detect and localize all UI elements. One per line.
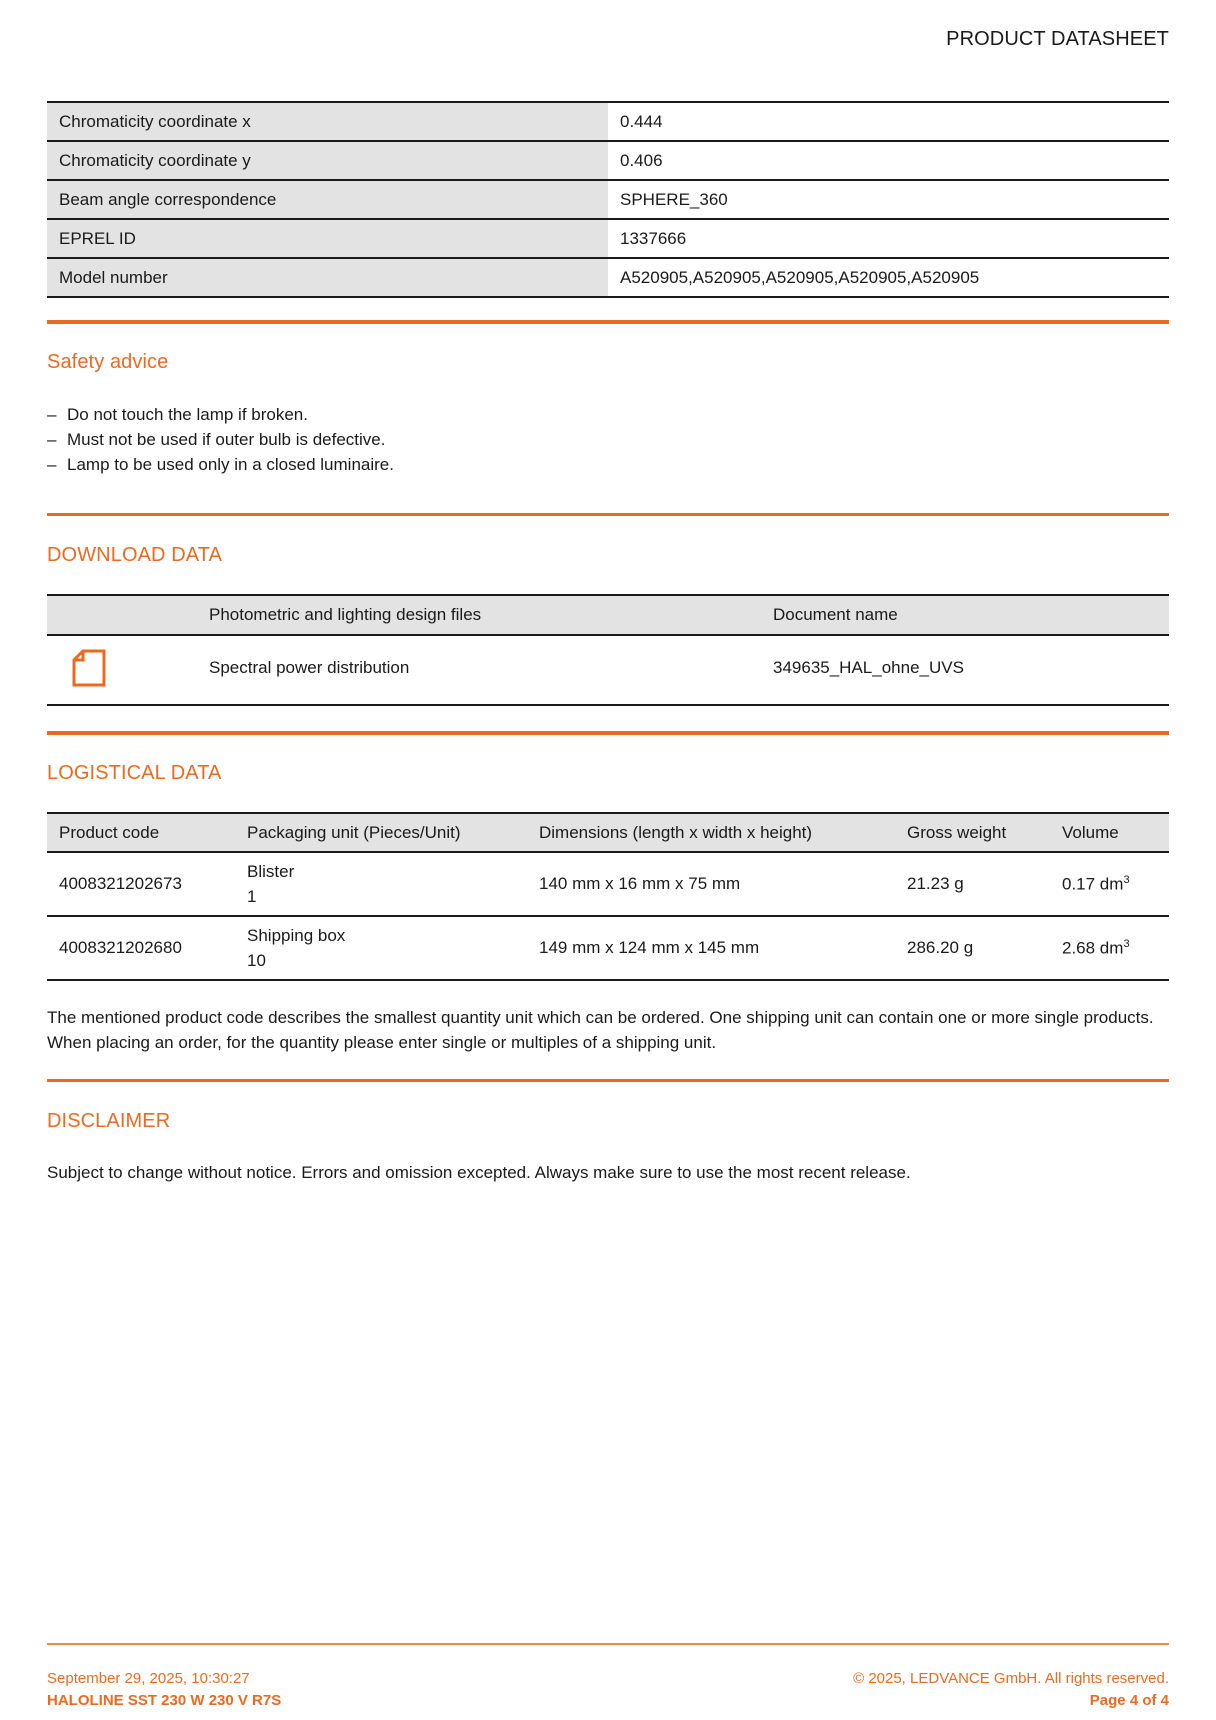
dimensions: 149 mm x 124 mm x 145 mm	[527, 916, 895, 980]
footer-divider	[47, 1643, 1169, 1645]
footer-left	[47, 1668, 281, 1712]
safety-advice-title: Safety advice	[47, 351, 169, 373]
packaging-unit: Shipping box 10	[235, 916, 527, 980]
spec-value: A520905,A520905,A520905,A520905,A520905	[608, 258, 1169, 297]
volume: 0.17 $dm^3$	[1050, 852, 1169, 916]
column-header: Volume	[1050, 813, 1169, 852]
page-header-title: PRODUCT DATASHEET	[946, 28, 1169, 50]
spec-value: 0.406	[608, 141, 1169, 180]
file-type-label: Spectral power distribution	[209, 658, 410, 677]
download-data-title: DOWNLOAD DATA	[47, 544, 223, 566]
logistics-note: The mentioned product code describes the smallest quantity unit which can be ordered. One shipping unit can contain one or more single products. When placing an order, for the quantity please enter single or multiples of a shipping unit.	[47, 1008, 1154, 1052]
spec-label: EPREL ID	[47, 219, 608, 258]
table-row	[47, 141, 1169, 180]
footer-page-number: Page 4 of 4	[1089, 1692, 1169, 1709]
datasheet-page	[47, 0, 1169, 1720]
section-divider	[47, 320, 1169, 324]
table-row	[47, 852, 1169, 916]
gross-weight: 286.20 g	[895, 916, 1050, 980]
column-header: Product code	[47, 813, 235, 852]
list-item: – Lamp to be used only in a closed luminaire.	[47, 455, 394, 474]
table-row[interactable]	[47, 634, 1169, 706]
table-row	[47, 180, 1169, 219]
download-table-header	[47, 594, 1169, 636]
logistics-table	[47, 812, 1169, 981]
spec-label: Chromaticity coordinate y	[47, 141, 608, 180]
spec-label: Chromaticity coordinate x	[47, 102, 608, 141]
column-header-document-name: Document name	[773, 605, 898, 624]
gross-weight: 21.23 g	[895, 852, 1050, 916]
spec-label: Beam angle correspondence	[47, 180, 608, 219]
spec-value: 0.444	[608, 102, 1169, 141]
section-divider	[47, 513, 1169, 516]
column-header: Packaging unit (Pieces/Unit)	[235, 813, 527, 852]
logistical-data-title: LOGISTICAL DATA	[47, 762, 222, 784]
footer-right	[853, 1668, 1169, 1712]
column-header: Gross weight	[895, 813, 1050, 852]
list-item: – Do not touch the lamp if broken.	[47, 405, 308, 424]
document-name-link[interactable]: 349635_HAL_ohne_UVS	[773, 658, 964, 677]
disclaimer-title: DISCLAIMER	[47, 1110, 171, 1132]
list-item: – Must not be used if outer bulb is defective.	[47, 430, 386, 449]
packaging-unit: Blister 1	[235, 852, 527, 916]
dimensions: 140 mm x 16 mm x 75 mm	[527, 852, 895, 916]
table-row	[47, 916, 1169, 980]
table-row	[47, 102, 1169, 141]
spec-value: 1337666	[608, 219, 1169, 258]
footer-date: September 29, 2025, 10:30:27	[47, 1670, 250, 1687]
spec-value: SPHERE_360	[608, 180, 1169, 219]
section-divider	[47, 731, 1169, 735]
disclaimer-text: Subject to change without notice. Errors and omission excepted. Always make sure to use the most recent release.	[47, 1163, 911, 1182]
product-code: 4008321202673	[47, 852, 235, 916]
product-code: 4008321202680	[47, 916, 235, 980]
footer-copyright: © 2025, LEDVANCE GmbH. All rights reserved.	[853, 1670, 1169, 1687]
column-header: Dimensions (length x width x height)	[527, 813, 895, 852]
column-header-files: Photometric and lighting design files	[209, 605, 482, 624]
document-icon[interactable]	[71, 648, 107, 693]
footer-product-name: HALOLINE SST 230 W 230 V R7S	[47, 1692, 282, 1709]
safety-advice-list	[47, 402, 394, 477]
volume: 2.68 $dm^3$	[1050, 916, 1169, 980]
table-row	[47, 219, 1169, 258]
spec-table	[47, 101, 1169, 298]
spec-label: Model number	[47, 258, 608, 297]
section-divider	[47, 1079, 1169, 1082]
table-row	[47, 258, 1169, 297]
table-header-row	[47, 813, 1169, 852]
